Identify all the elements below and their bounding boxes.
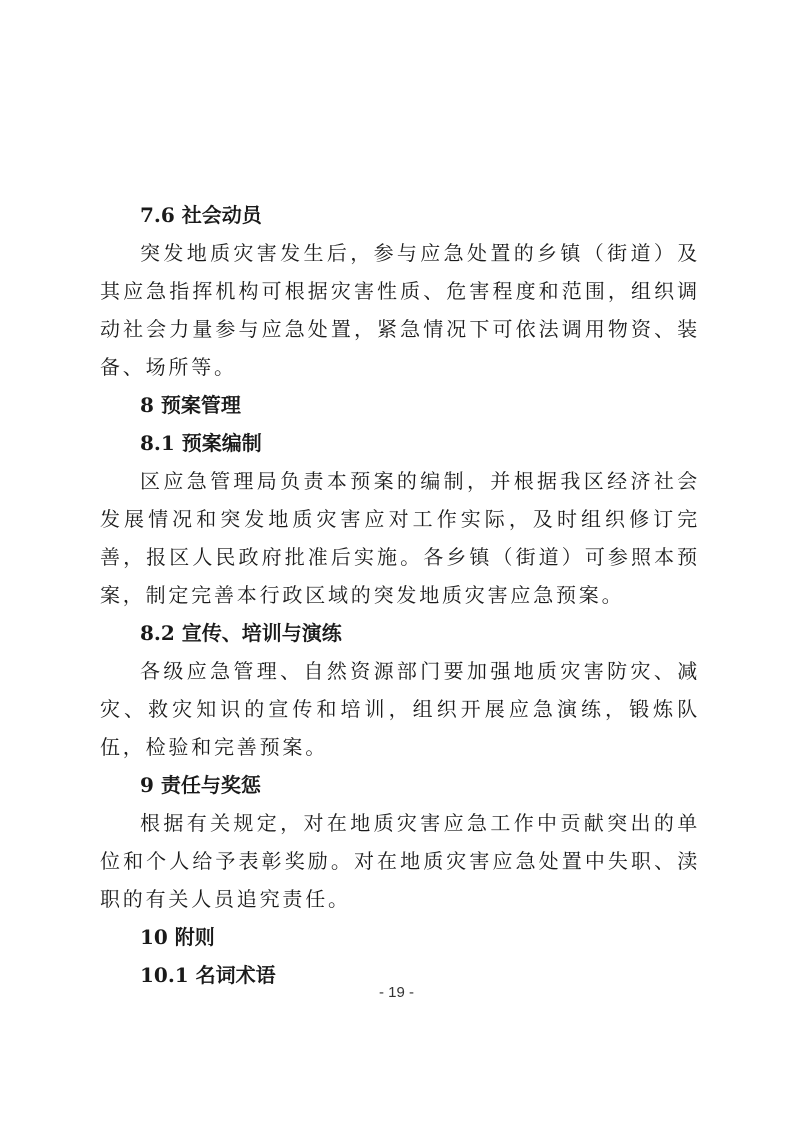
heading-8-2: 8.2 宣传、培训与演练 xyxy=(140,621,342,645)
heading-8-1: 8.1 预案编制 xyxy=(140,431,262,455)
heading-10: 10 附则 xyxy=(140,925,215,949)
document-body xyxy=(100,196,700,994)
para-training: 各级应急管理、自然资源部门要加强地质灾害防灾、减灾、救灾知识的宣传和培训，组织开展应急演练，锻炼队伍，检验和完善预案。 xyxy=(100,659,700,759)
para-responsibility: 根据有关规定，对在地质灾害应急工作中贡献突出的单位和个人给予表彰奖励。对在地质灾害应急处置中失职、渎职的有关人员追究责任。 xyxy=(100,811,700,911)
heading-8: 8 预案管理 xyxy=(140,393,241,417)
heading-10-1: 10.1 名词术语 xyxy=(140,963,276,987)
para-plan-preparation: 区应急管理局负责本预案的编制，并根据我区经济社会发展情况和突发地质灾害应对工作实际，及时组织修订完善，报区人民政府批准后实施。各乡镇（街道）可参照本预案，制定完善本行政区域的突发地质灾害应急预案。 xyxy=(100,469,700,607)
heading-9: 9 责任与奖惩 xyxy=(140,773,261,797)
page-number: - 19 - xyxy=(378,984,414,1001)
heading-7-6: 7.6 社会动员 xyxy=(140,203,262,227)
para-social-mobilization: 突发地质灾害发生后，参与应急处置的乡镇（街道）及其应急指挥机构可根据灾害性质、危害程度和范围，组织调动社会力量参与应急处置，紧急情况下可依法调用物资、装备、场所等。 xyxy=(100,241,700,379)
